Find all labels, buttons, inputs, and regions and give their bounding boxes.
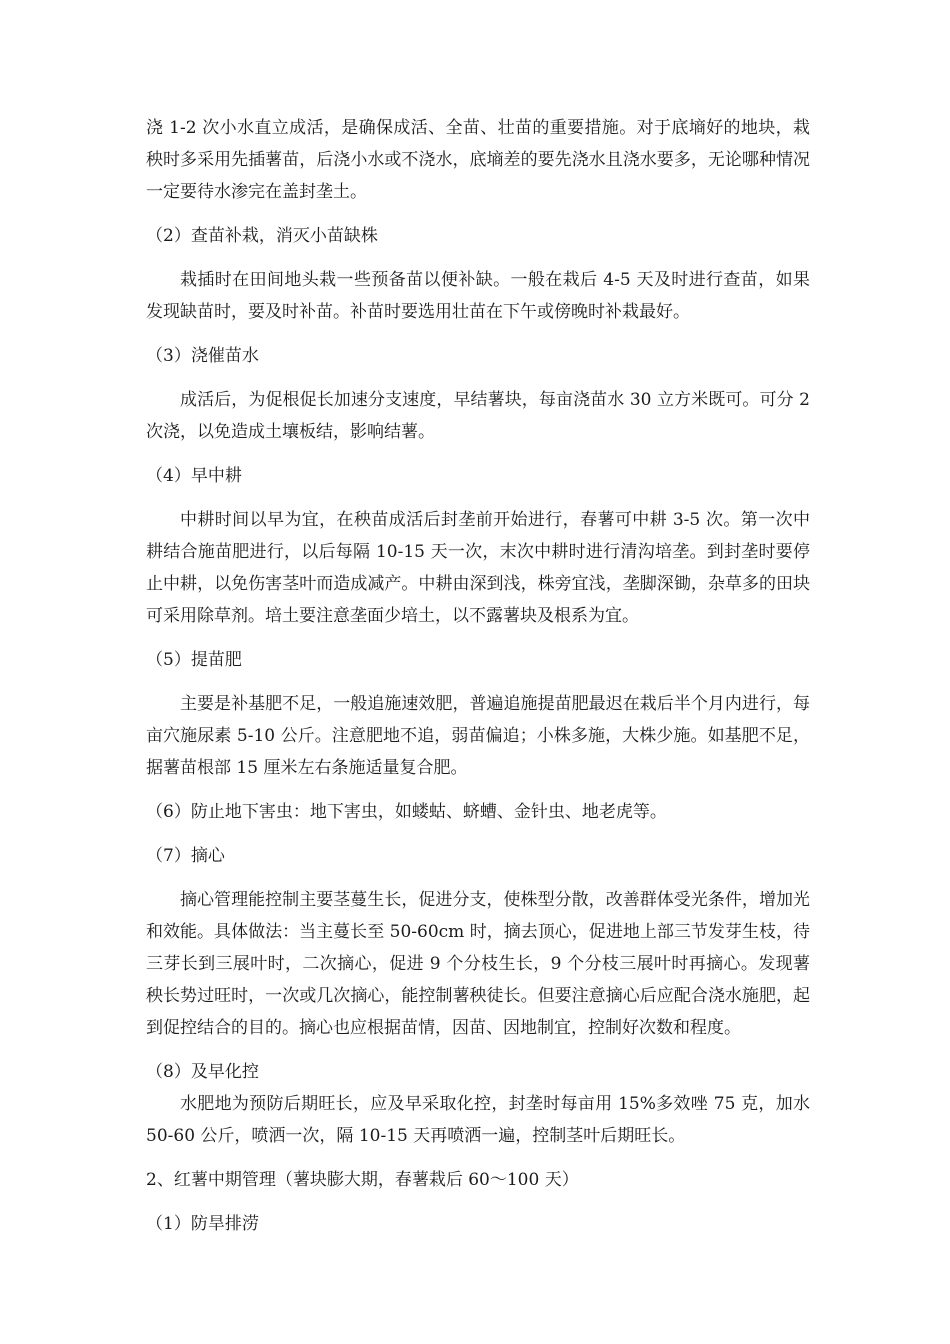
- heading-topping: （7）摘心: [146, 846, 225, 866]
- heading-drought-flood: （1）防旱排涝: [146, 1214, 259, 1234]
- paragraph-check-seedlings: 栽插时在田间地头栽一些预备苗以便补缺。一般在栽后 4-5 天及时进行查苗，如果发现缺苗时，要及时补苗。补苗时要选用壮苗在下午或傍晚时补栽最好。: [146, 270, 810, 322]
- paragraph-seedling-water: 成活后，为促根促长加速分支速度，早结薯块，每亩浇苗水 30 立方米既可。可分 2 次浇，以免造成土壤板结，影响结薯。: [146, 390, 810, 442]
- paragraph-early-cultivation: 中耕时间以早为宜，在秧苗成活后封垄前开始进行，春薯可中耕 3-5 次。第一次中耕结合施苗肥进行，以后每隔 10-15 天一次，末次中耕时进行清沟培垄。到封垄时要停止中耕，以免伤害茎叶而造成减产。中耕由深到浅，株旁宜浅，垄脚深锄，杂草多的田块可采用除草剂。培土要注意垄面少培土，以不露薯块及根系为宜。: [146, 510, 810, 626]
- paragraph-topping: 摘心管理能控制主要茎蔓生长，促进分支，使株型分散，改善群体受光条件，增加光和效能。具体做法：当主蔓长至 50-60cm 时，摘去顶心，促进地上部三节发芽生枝，待三芽长到三展叶时，二次摘心，促进 9 个分枝生长，9 个分枝三展叶时再摘心。发现薯秧长势过旺时，一次或几次摘心，能控制薯秧徒长。但要注意摘心后应配合浇水施肥，起到促控结合的目的。摘心也应根据苗情，因苗、因地制宜，控制好次数和程度。: [146, 890, 810, 1038]
- paragraph-watering: 浇 1-2 次小水直立成活，是确保成活、全苗、壮苗的重要措施。对于底墒好的地块，栽秧时多采用先插薯苗，后浇小水或不浇水，底墒差的要先浇水且浇水要多，无论哪种情况一定要待水渗完在盖封垄土。: [146, 118, 810, 202]
- heading-check-seedlings: （2）查苗补栽，消灭小苗缺株: [146, 226, 378, 246]
- heading-pest-control: （6）防止地下害虫：地下害虫，如蝼蛄、蛴螬、金针虫、地老虎等。: [146, 802, 667, 822]
- paragraph-chemical-control: 水肥地为预防后期旺长，应及早采取化控，封垄时每亩用 15%多效唑 75 克，加水 50-60 公斤，喷洒一次，隔 10-15 天再喷洒一遍，控制茎叶后期旺长。: [146, 1094, 810, 1146]
- paragraph-seedling-fertilizer: 主要是补基肥不足，一般追施速效肥，普遍追施提苗肥最迟在栽后半个月内进行，每亩穴施尿素 5-10 公斤。注意肥地不追，弱苗偏追；小株多施，大株少施。如基肥不足，据薯苗根部 15 厘米左右条施适量复合肥。: [146, 694, 810, 778]
- document-page: [146, 112, 810, 1252]
- heading-early-cultivation: （4）早中耕: [146, 466, 242, 486]
- heading-chemical-control: （8）及早化控: [146, 1062, 259, 1082]
- heading-mid-stage-management: 2、红薯中期管理（薯块膨大期，春薯栽后 60～100 天）: [146, 1170, 579, 1190]
- heading-seedling-fertilizer: （5）提苗肥: [146, 650, 242, 670]
- heading-seedling-water: （3）浇催苗水: [146, 346, 259, 366]
